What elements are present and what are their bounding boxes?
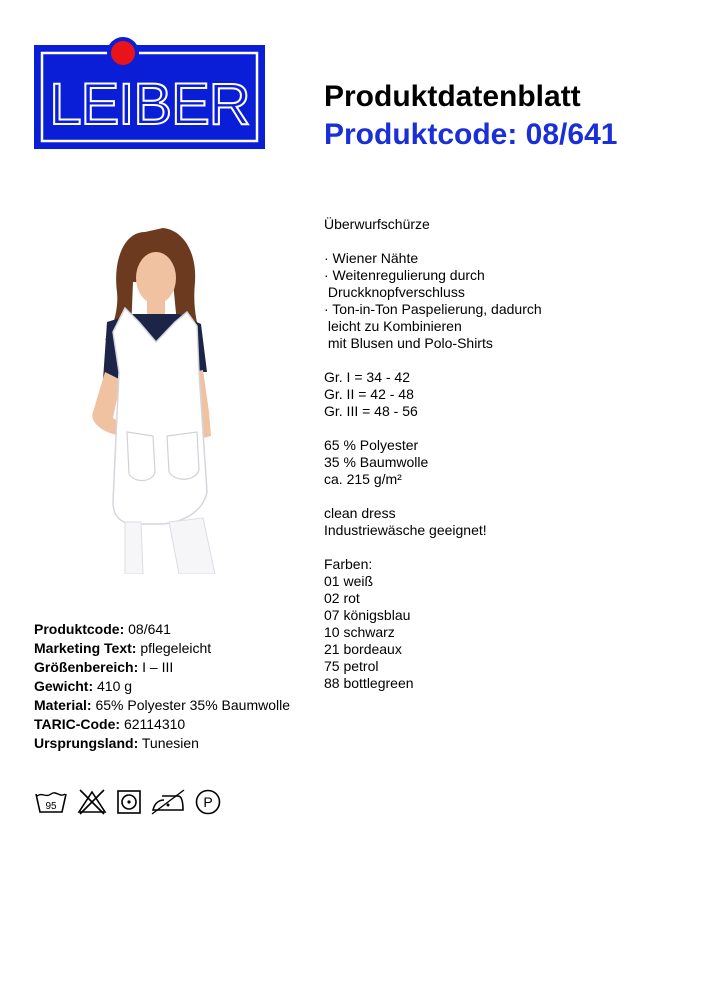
spec-label: Produktcode: xyxy=(34,621,125,637)
description-line: 75 petrol xyxy=(324,658,379,674)
page-title: Produktdatenblatt xyxy=(324,80,581,113)
spec-list xyxy=(34,620,290,753)
description-line: · Wiener Nähte xyxy=(324,250,419,266)
professional-clean-p-icon xyxy=(194,788,222,816)
spec-value: 62114310 xyxy=(123,716,186,732)
description-line: 01 weiß xyxy=(324,573,374,589)
description-line: · Weitenregulierung durch xyxy=(324,267,485,283)
spec-row xyxy=(34,696,290,715)
description-line: Farben: xyxy=(324,556,373,572)
description-line xyxy=(324,352,694,369)
description-line: 02 rot xyxy=(324,590,360,606)
spec-value: pflegeleicht xyxy=(140,640,212,656)
spec-row xyxy=(34,715,290,734)
product-code-heading: Produktcode: 08/641 xyxy=(324,118,618,151)
product-description xyxy=(324,216,694,692)
spec-value: 410 g xyxy=(97,678,133,694)
description-line: Gr. III = 48 - 56 xyxy=(324,403,418,419)
care-symbols xyxy=(34,787,222,817)
logo-text: LEIBER xyxy=(49,72,250,137)
spec-label: Gewicht: xyxy=(34,678,94,694)
spec-value: Tunesien xyxy=(141,735,199,751)
no-bleach-icon xyxy=(76,788,108,816)
description-line: 10 schwarz xyxy=(324,624,395,640)
wash-temp-label: 95 xyxy=(45,801,57,812)
description-line: 35 % Baumwolle xyxy=(324,454,429,470)
description-line: Druckknopfverschluss xyxy=(324,284,465,300)
spec-row xyxy=(34,734,290,753)
spec-label: Ursprungsland: xyxy=(34,735,139,751)
description-line: mit Blusen und Polo-Shirts xyxy=(324,335,493,351)
product-photo xyxy=(83,222,228,574)
description-line: Gr. I = 34 - 42 xyxy=(324,369,410,385)
spec-value: 08/641 xyxy=(128,621,171,637)
description-line xyxy=(324,233,694,250)
description-line: Gr. II = 42 - 48 xyxy=(324,386,414,402)
description-line: Überwurfschürze xyxy=(324,216,430,232)
spec-value: 65% Polyester 35% Baumwolle xyxy=(95,697,291,713)
description-line: 65 % Polyester xyxy=(324,437,419,453)
description-line: Industriewäsche geeignet! xyxy=(324,522,487,538)
tumble-dry-icon xyxy=(116,788,142,816)
spec-row xyxy=(34,620,290,639)
spec-row xyxy=(34,639,290,658)
description-line: 21 bordeaux xyxy=(324,641,402,657)
spec-label: Marketing Text: xyxy=(34,640,137,656)
description-line: · Ton-in-Ton Paspelierung, dadurch xyxy=(324,301,542,317)
spec-row xyxy=(34,677,290,696)
description-line: 07 königsblau xyxy=(324,607,411,623)
description-line xyxy=(324,420,694,437)
spec-value: I – III xyxy=(142,659,174,675)
spec-label: Größenbereich: xyxy=(34,659,139,675)
description-line xyxy=(324,539,694,556)
spec-label: TARIC-Code: xyxy=(34,716,121,732)
wash-95-icon xyxy=(34,788,68,816)
spec-row xyxy=(34,658,290,677)
p-letter: P xyxy=(203,794,213,810)
description-line: clean dress xyxy=(324,505,396,521)
description-line xyxy=(324,488,694,505)
leiber-logo xyxy=(34,33,265,149)
description-line: 88 bottlegreen xyxy=(324,675,414,691)
iron-low-icon xyxy=(150,788,186,816)
description-line: leicht zu Kombinieren xyxy=(324,318,462,334)
description-line: ca. 215 g/m² xyxy=(324,471,402,487)
spec-label: Material: xyxy=(34,697,92,713)
